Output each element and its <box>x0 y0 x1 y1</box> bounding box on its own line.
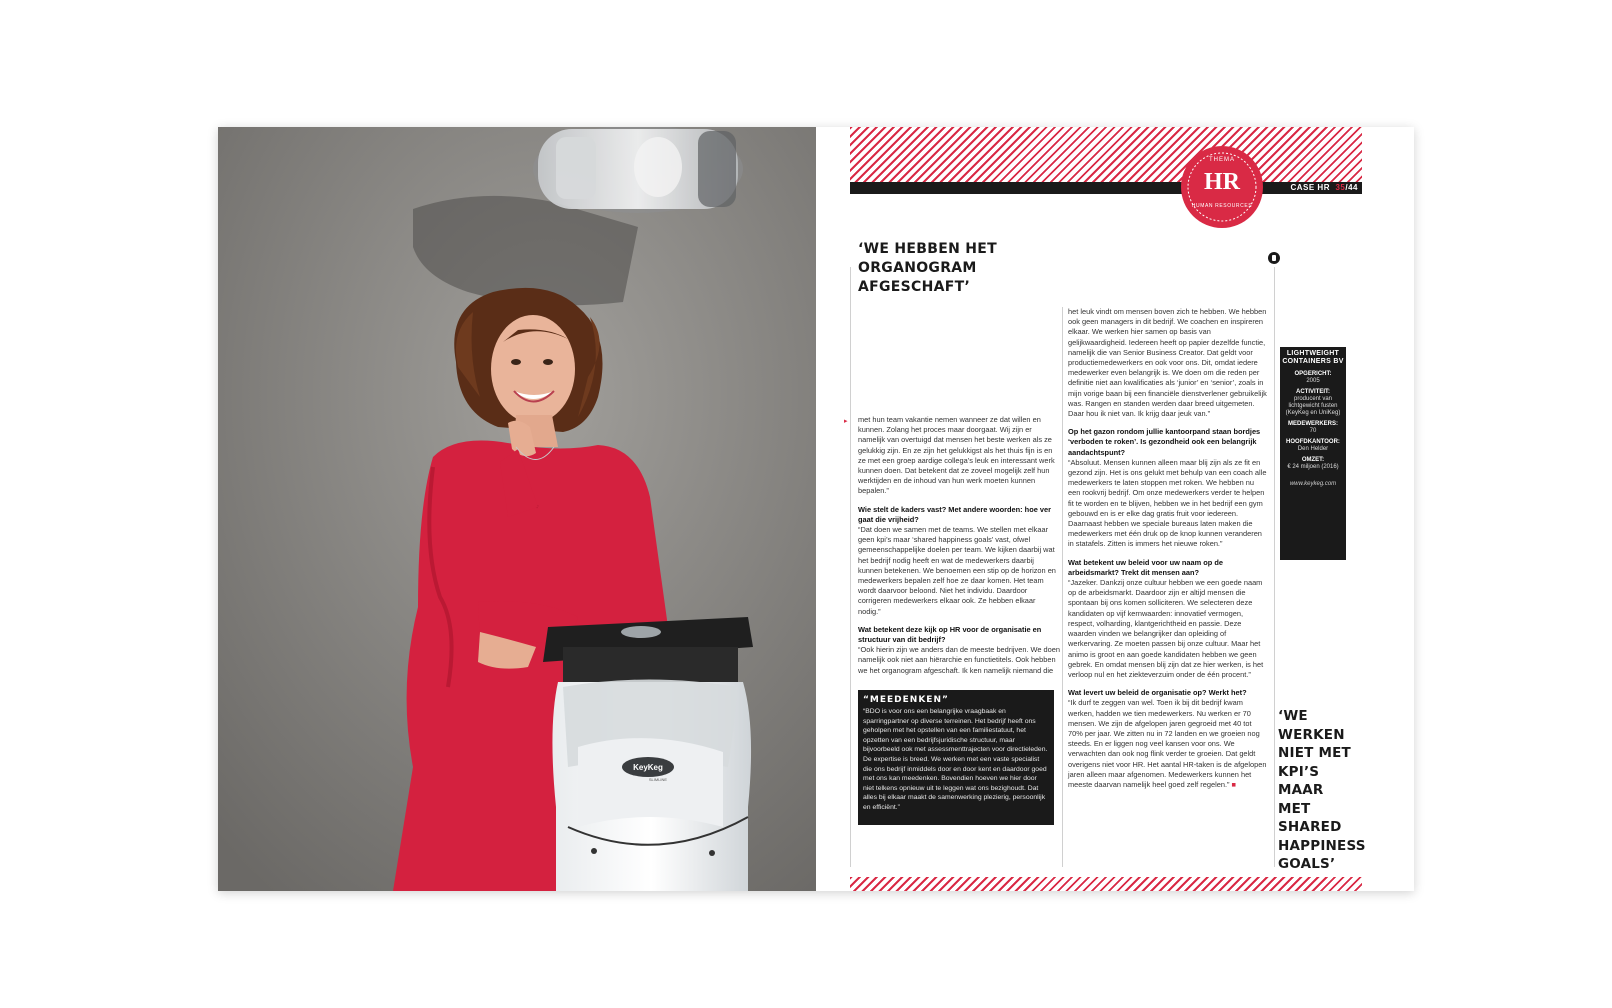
paragraph: met hun team vakantie nemen wanneer ze dat willen en kunnen. Zolang het proces maar doorgaat. Wij zijn er namelijk van overtuigd dat mensen het beste werken als ze gelukkig zijn. En ze zijn het gelukkigst als het thuis fijn is en ze met een groep aardige collega’s leuk en interessant werk kunnen doen. Dat betekent dat ze zoveel mogelijk zelf hun werktijden en de inhoud van hun werk moeten kunnen bepalen.” <box>858 415 1055 496</box>
paragraph: “Ook hierin zijn we anders dan de meeste bedrijven. We doen namelijk ook niet aan hiërarchie en functietitels. Ook hebben we het organogram afgeschaft. Ik ken namelijk niemand die <box>858 645 1060 675</box>
start-marker-icon: ▸ <box>844 418 848 425</box>
question: Wat levert uw beleid de organisatie op? Werkt het? <box>1068 688 1247 698</box>
question: Op het gazon rondom jullie kantoorpand staan bordjes ‘verboden te roken’. Is gezondheid ook een belangrijk aandachtspunt? <box>1068 427 1261 457</box>
paragraph: het leuk vindt om mensen boven zich te hebben. We hebben ook geen managers in dit bedrijf. We coachen en inspireren elkaar. We werken hier samen op basis van gelijkwaardigheid. Iedereen heeft op papier dezelfde functie, namelijk die van Senior Business Creator. Dat geldt voor productiemedewerkers en ook voor ons. Dit, omdat iedere medewerker even belangrijk is. We doen om die reden per definitie niet aan kwalificaties als ‘junior’ en ‘senior’, zoals in mijn vorige baan bij een financiële dienstverlener gebruikelijk was. Rangen en standen werden daar breed uitgemeten. Daar hou ik niet van. Ik krijg daar jeuk van.” <box>1068 307 1267 419</box>
portrait-photo <box>218 127 816 891</box>
article-page <box>816 127 1414 891</box>
keg-brand-label: KeyKeg <box>633 763 663 772</box>
sidebar-quote-box <box>858 690 1054 825</box>
question: Wat betekent uw beleid voor uw naam op de arbeidsmarkt? Trekt dit mensen aan? <box>1068 557 1223 577</box>
fact-value: producent van lichtgewicht fusten (KeyKeg en UniKeg) <box>1285 396 1341 416</box>
question: Wat betekent deze kijk op HR voor de organisatie en structuur van dit bedrijf? <box>858 624 1042 645</box>
paragraph <box>1068 698 1268 790</box>
page-current: 35 <box>1335 183 1346 192</box>
flying-keg <box>533 127 743 213</box>
fact-label: OMZET: <box>1301 457 1325 463</box>
fact-label: HOOFDKANTOOR: <box>1286 439 1340 445</box>
fact-value: 70 <box>1309 428 1317 434</box>
website-link[interactable]: www.keykeg.com <box>1289 481 1337 487</box>
end-mark-icon: ■ <box>1231 779 1236 789</box>
sidebar-quote-title: “MEEDENKEN” <box>863 695 949 705</box>
paragraph: “Jazeker. Dankzij onze cultuur hebben we een goede naam op de arbeidsmarkt. Daardoor zijn er altijd mensen die spontaan bij ons komen solliciteren. We selecteren deze kandidaten op vijf kernwaarden: innovatief vermogen, respect, volharding, klantgerichtheid en passie. Deze waarden vinden we belangrijker dan opleiding of werkervaring. Ze moeten passen bij onze cultuur. Maar het animo is groot en aan goede kandidaten hebben we geen gebrek. En omdat mensen blij zijn dat ze hier werken, is het verloop nul en het ziekteverzuim onder de één procent.” <box>1068 578 1264 679</box>
fact-value: Den Helder <box>1297 446 1329 452</box>
column-divider-left <box>850 267 851 867</box>
keg-sub-label: SLIMLINE <box>648 777 668 782</box>
section-label: CASE HR <box>1290 183 1330 192</box>
top-stripe-band <box>850 127 1362 182</box>
column-divider-middle <box>1062 307 1063 867</box>
fact-value: € 24 miljoen (2016) <box>1287 464 1339 470</box>
article-column-1 <box>858 415 1060 684</box>
fact-box-title: LIGHTWEIGHT CONTAINERS BV <box>1282 350 1344 365</box>
hr-theme-badge <box>1180 145 1264 229</box>
column-divider-right <box>1274 267 1275 867</box>
fact-label: ACTIVITEIT: <box>1296 389 1330 395</box>
closing-paragraph: “Ik durf te zeggen van wel. Toen ik bij dit bedrijf kwam werken, hadden we tien medewerkers. Nu werken er 70 mensen. We zijn de afgelopen jaren gegroeid met 40 tot 70% per jaar. We zitten nu in 72 landen en we groeien nog steeds. En er liggen nog veel kansen voor ons. We verwachten dan ook nog flink verder te groeien. Dat geldt overigens niet voor HR. Het aantal HR-taken is de afgelopen jaren alleen maar afgenomen. Medewerkers kunnen het meeste daarvan namelijk heel goed zelf regelen.” <box>1068 698 1267 789</box>
paragraph: “Dat doen we samen met de teams. We stellen met elkaar geen kpi’s maar ‘shared happiness goals’ vast, ofwel gemeenschappelijke doelen per team. We kijken daarbij wat het bedrijf nodig heeft en wat de medewerkers daarbij kunnen betekenen. We benoemen een stip op de horizon en medewerkers bepalen zelf hoe ze daar komen. Het team wordt daarvoor beloond. Niet het individu. Daardoor corrigeren medewerkers elkaar ook. Ze hebben elkaar nodig.” <box>858 525 1056 616</box>
article-column-2 <box>1068 307 1268 790</box>
fact-label: OPGERICHT: <box>1294 371 1332 377</box>
paragraph: “Absoluut. Mensen kunnen alleen maar blij zijn als ze fit en gezond zijn. Het is ons gelukt met behulp van een coach alle medewerkers te laten stoppen met roken. We hebben nu een rookvrij bedrijf. Om onze medewerkers verder te helpen fit te worden en te blijven, hebben we in het bedrijf een gym gebouwd en is er elke dag gratis fruit voor iedereen. Daarnaast hebben we speciale bureaus laten maken die medewerkers met één druk op de knop kunnen veranderen in statafels. Zitten is immers het nieuwe roken.” <box>1068 457 1267 549</box>
badge-top-text: THEMA <box>1209 157 1235 163</box>
header-bar <box>850 182 1362 194</box>
magazine-spread <box>218 127 1414 891</box>
page-indicator: CASE HR 35/44 <box>1290 183 1358 192</box>
article-headline: ‘WE HEBBEN HET ORGANOGRAM AFGESCHAFT’ <box>858 241 998 295</box>
keykeg-container <box>543 617 753 891</box>
fact-label: MEDEWERKERS: <box>1287 421 1338 427</box>
sidebar-quote-body: “BDO is voor ons een belangrijke vraagbaak en sparringpartner op diverse terreinen. Het bedrijf heeft ons geholpen met het opstellen van een familiestatuut, het opzetten van een bedrijfsjuridische structuur, maar bijvoorbeeld ook met assessmenttrajecten voor directieleden. De expertise is breed. We werken met een vaste specialist die ons bedrijf inmiddels door en door kent en daardoor goed met ons kan meedenken. Bovendien hoeven we hier door niet telkens opnieuw uit te leggen wat ons bezighoudt. Dat alles bij elkaar maakt de samenwerking plezierig, persoonlijk en efficiënt.” <box>863 708 1048 811</box>
page-total: 44 <box>1348 183 1358 192</box>
company-fact-box <box>1280 347 1346 560</box>
badge-ring-text: HUMAN RESOURCES <box>1191 203 1253 209</box>
photo-illustration <box>218 127 816 891</box>
pull-quote: ‘WE WERKEN NIET MET KPI’S MAAR MET SHARED HAPPINESS GOALS’ <box>1278 708 1366 872</box>
bottom-stripe-band <box>850 877 1362 891</box>
pin-icon <box>1268 252 1280 264</box>
question: Wie stelt de kaders vast? Met andere woorden: hoe ver gaat die vrijheid? <box>858 504 1051 524</box>
badge-letters: HR <box>1204 169 1240 195</box>
fact-value: 2005 <box>1306 378 1320 384</box>
